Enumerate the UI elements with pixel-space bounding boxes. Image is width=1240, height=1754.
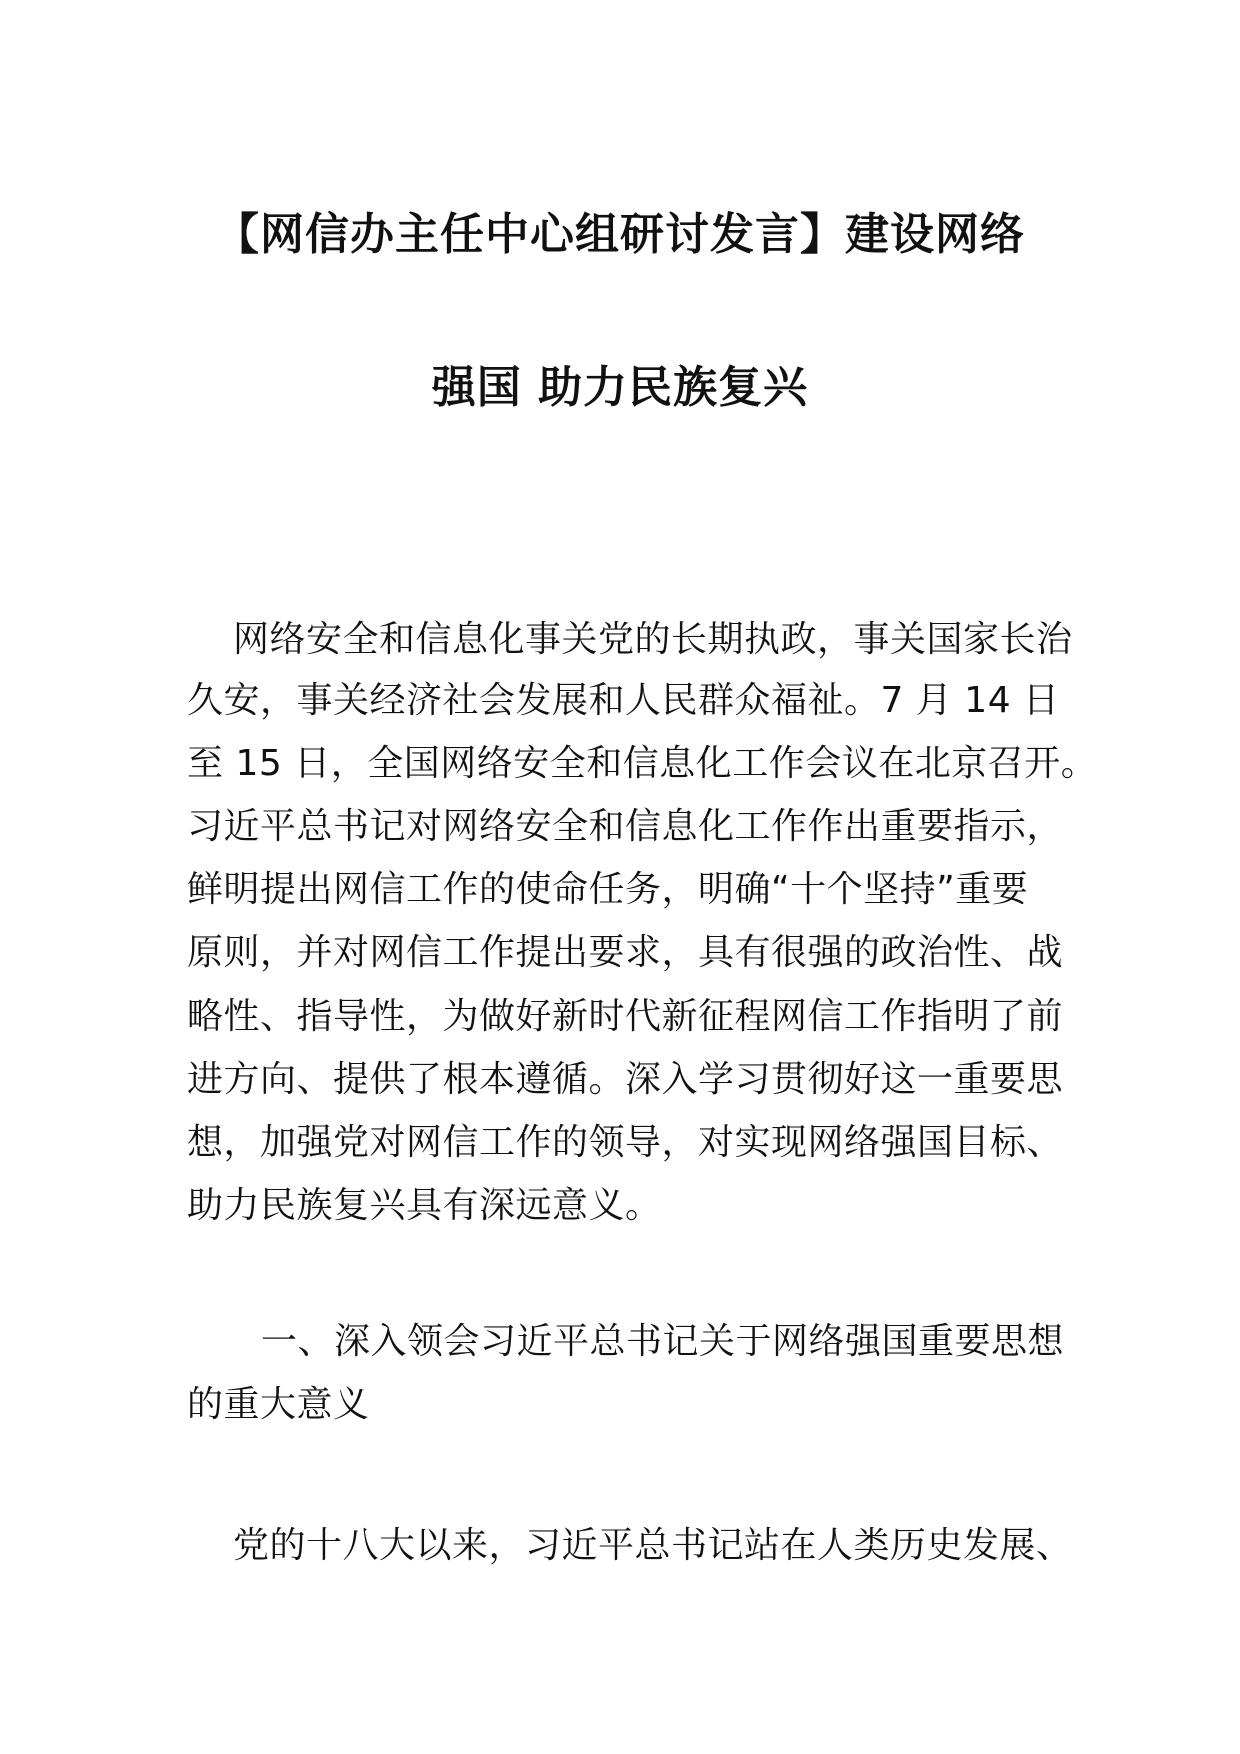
- paragraph-1-line-8: 进方向、提供了根本遵循。深入学习贯彻好这一重要思: [187, 1059, 1064, 1100]
- paragraph-1-line-3: 至 15 日，全国网络安全和信息化工作会议在北京召开。: [187, 743, 1098, 784]
- document-title-line-1: 【网信办主任中心组研讨发言】建设网络: [215, 209, 1025, 260]
- section-heading-1-line-1: 一、深入领会习近平总书记关于网络强国重要思想: [261, 1321, 1065, 1362]
- paragraph-1-line-7: 略性、指导性，为做好新时代新征程网信工作指明了前: [187, 996, 1064, 1037]
- paragraph-1-line-2: 久安，事关经济社会发展和人民群众福祉。7 月 14 日: [187, 680, 1060, 721]
- paragraph-1-line-5: 鲜明提出网信工作的使命任务，明确“十个坚持”重要: [187, 869, 1029, 910]
- paragraph-1-line-10: 助力民族复兴具有深远意义。: [187, 1185, 662, 1226]
- document-title-line-2: 强国 助力民族复兴: [431, 362, 809, 413]
- paragraph-1-line-1: 网络安全和信息化事关党的长期执政，事关国家长治: [233, 619, 1073, 660]
- paragraph-1-line-9: 想，加强党对网信工作的领导，对实现网络强国目标、: [187, 1122, 1064, 1163]
- paragraph-1-line-6: 原则，并对网信工作提出要求，具有很强的政治性、战: [187, 932, 1064, 973]
- paragraph-2-line-1: 党的十八大以来，习近平总书记站在人类历史发展、: [233, 1525, 1073, 1566]
- paragraph-1-line-4: 习近平总书记对网络安全和信息化工作作出重要指示，: [187, 806, 1064, 847]
- section-heading-1-line-2: 的重大意义: [187, 1384, 370, 1425]
